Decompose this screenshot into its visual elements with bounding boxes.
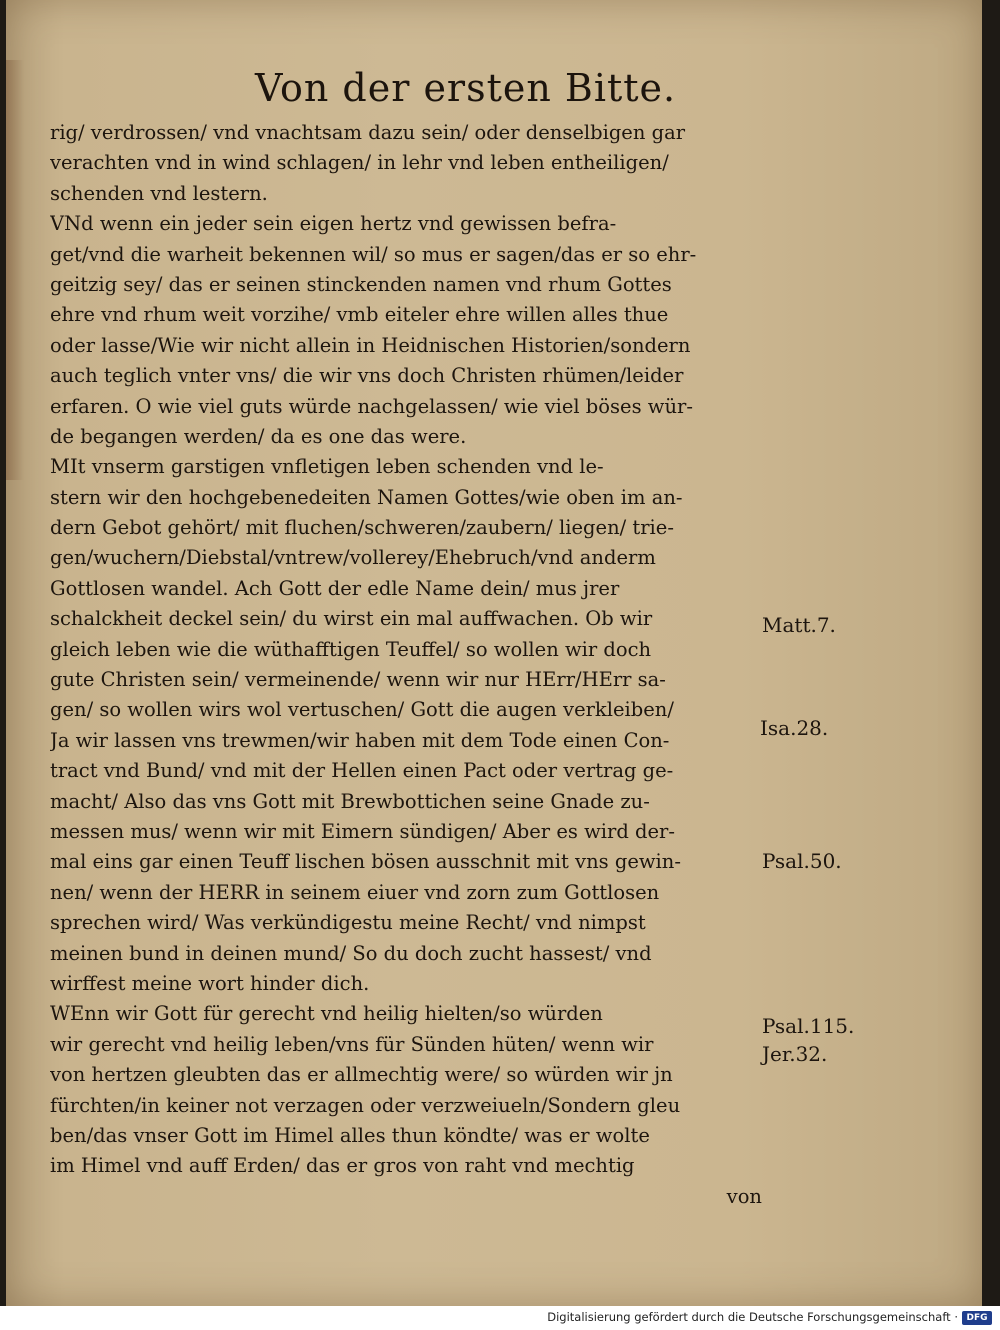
text-line: nen/ wenn der HERR in seinem eiuer vnd zorn zum Gottlosen <box>50 880 660 904</box>
text-line: schenden vnd lestern. <box>50 181 268 205</box>
text-line: auch teglich vnter vns/ die wir vns doch Christen rhümen/leider <box>50 364 684 388</box>
text-line: macht/ Also das vns Gott mit Brewbottichen seine Gnade zu- <box>50 789 650 813</box>
text-line: rig/ verdrossen/ vnd vnachtsam dazu sein/ oder denselbigen gar <box>50 121 686 144</box>
running-head: Von der ersten Bitte. <box>255 66 677 110</box>
text-line: sprechen wird/ Was verkündigestu meine Recht/ vnd nimpst <box>50 911 646 935</box>
text-line: messen mus/ wenn wir mit Eimern sündigen/ Aber es wird der- <box>50 819 675 843</box>
text-line: erfaren. O wie viel guts würde nachgelassen/ wie viel böses wür- <box>50 394 693 418</box>
text-line: dern Gebot gehört/ mit fluchen/schweren/zaubern/ liegen/ trie- <box>50 516 674 540</box>
body-text <box>50 118 762 1212</box>
margin-note: Psal.50. <box>762 849 842 873</box>
text-line: gute Christen sein/ vermeinende/ wenn wir nur HErr/HErr sa- <box>50 668 666 692</box>
dfg-logo-icon: DFG <box>962 1311 992 1325</box>
text-line: ehre vnd rhum weit vorzihe/ vmb eiteler ehre willen alles thue <box>50 303 669 327</box>
text-line: mal eins gar einen Teuff lischen bösen ausschnit mit vns gewin- <box>50 850 681 874</box>
margin-note: Jer.32. <box>762 1042 828 1066</box>
text-line: von hertzen gleubten das er allmechtig were/ so würden wir jn <box>50 1063 673 1087</box>
text-line: verachten vnd in wind schlagen/ in lehr vnd leben entheiligen/ <box>50 151 669 175</box>
catchword: von <box>726 1184 762 1208</box>
text-line: stern wir den hochgebenedeiten Namen Gottes/wie oben im an- <box>50 485 683 509</box>
margin-note: Isa.28. <box>760 716 829 740</box>
text-line: fürchten/in keiner not verzagen oder verzweiueln/Sondern gleu <box>50 1093 681 1117</box>
text-line: gen/wuchern/Diebstal/vntrew/vollerey/Ehebruch/vnd anderm <box>50 546 656 570</box>
text-line: wirffest meine wort hinder dich. <box>50 971 370 995</box>
text-line: get/vnd die warheit bekennen wil/ so mus er sagen/das er so ehr- <box>50 242 697 266</box>
text-line: Ja wir lassen vns trewmen/wir haben mit dem Tode einen Con- <box>50 728 670 752</box>
text-line: ben/das vnser Gott im Himel alles thun köndte/ was er wolte <box>50 1123 650 1147</box>
text-line: meinen bund in deinen mund/ So du doch zucht hassest/ vnd <box>50 941 652 965</box>
text-line: oder lasse/Wie wir nicht allein in Heidnischen Historien/sondern <box>50 333 691 357</box>
text-line: tract vnd Bund/ vnd mit der Hellen einen Pact oder vertrag ge- <box>50 759 674 783</box>
page-edge-stain <box>6 60 24 480</box>
funding-credit: Digitalisierung gefördert durch die Deutsche Forschungsgemeinschaft · <box>547 1310 958 1324</box>
text-line: MIt vnserm garstigen vnfletigen leben schenden vnd le- <box>50 455 604 479</box>
text-line: im Himel vnd auff Erden/ das er gros von raht vnd mechtig <box>50 1154 635 1178</box>
margin-note: Psal.115. <box>762 1014 855 1038</box>
text-line: schalckheit deckel sein/ du wirst ein mal auffwachen. Ob wir <box>50 607 653 631</box>
footer-bar <box>0 1306 1000 1330</box>
text-line: gen/ so wollen wirs wol vertuschen/ Gott die augen verkleiben/ <box>50 698 674 722</box>
text-line: de begangen werden/ da es one das were. <box>50 424 467 448</box>
text-line: VNd wenn ein jeder sein eigen hertz vnd gewissen befra- <box>50 212 617 236</box>
margin-note: Matt.7. <box>762 613 836 637</box>
text-line: geitzig sey/ das er seinen stinckenden namen vnd rhum Gottes <box>50 272 672 296</box>
text-line: Gottlosen wandel. Ach Gott der edle Name dein/ mus jrer <box>50 576 620 600</box>
text-line: WEnn wir Gott für gerecht vnd heilig hielten/so würden <box>50 1002 603 1026</box>
text-line: gleich leben wie die wüthafftigen Teuffel/ so wollen wir doch <box>50 637 652 661</box>
text-line: wir gerecht vnd heilig leben/vns für Sünden hüten/ wenn wir <box>50 1032 654 1056</box>
